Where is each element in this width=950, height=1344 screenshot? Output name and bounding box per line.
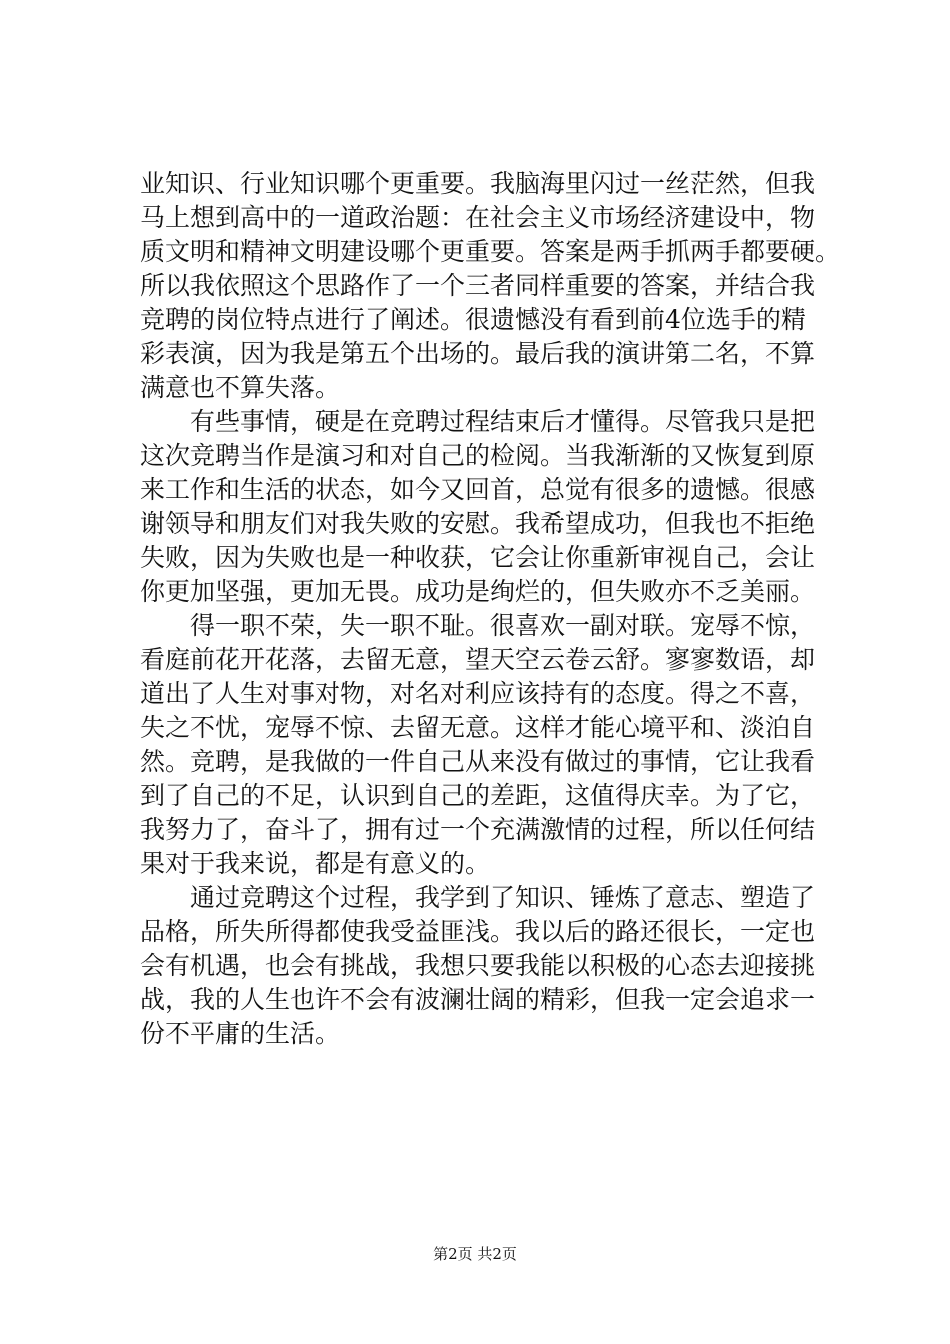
page-footer bbox=[0, 1244, 950, 1264]
text-line: 到了自己的不足，认识到自己的差距，这值得庆幸。为了它， bbox=[140, 781, 816, 810]
text-line: 份不平庸的生活。 bbox=[140, 1019, 341, 1048]
text-line: 品格，所失所得都使我受益匪浅。我以后的路还很长，一定也 bbox=[140, 917, 816, 946]
text-line: 竞聘的岗位特点进行了阐述。很遗憾没有看到前4位选手的精 bbox=[140, 305, 806, 334]
text-line: 满意也不算失落。 bbox=[140, 373, 341, 402]
text-line: 得一职不荣，失一职不耻。很喜欢一副对联。宠辱不惊， bbox=[140, 611, 816, 640]
page-number: 第2页 共2页 bbox=[433, 1245, 517, 1263]
text-line: 失败，因为失败也是一种收获，它会让你重新审视自己，会让 bbox=[140, 543, 816, 572]
text-line: 失之不忧，宠辱不惊、去留无意。这样才能心境平和、淡泊自 bbox=[140, 713, 816, 742]
text-line: 通过竞聘这个过程，我学到了知识、锤炼了意志、塑造了 bbox=[140, 883, 816, 912]
text-line: 所以我依照这个思路作了一个三者同样重要的答案，并结合我 bbox=[140, 271, 816, 300]
text-line: 战，我的人生也许不会有波澜壮阔的精彩，但我一定会追求一 bbox=[140, 985, 816, 1014]
text-line: 会有机遇，也会有挑战，我想只要我能以积极的心态去迎接挑 bbox=[140, 951, 816, 980]
text-line: 果对于我来说，都是有意义的。 bbox=[140, 849, 491, 878]
body-text bbox=[140, 167, 841, 1051]
text-line: 你更加坚强，更加无畏。成功是绚烂的，但失败亦不乏美丽。 bbox=[140, 577, 816, 606]
text-line: 谢领导和朋友们对我失败的安慰。我希望成功，但我也不拒绝 bbox=[140, 509, 816, 538]
text-line: 有些事情，硬是在竞聘过程结束后才懂得。尽管我只是把 bbox=[140, 407, 816, 436]
text-line: 这次竞聘当作是演习和对自己的检阅。当我渐渐的又恢复到原 bbox=[140, 441, 816, 470]
text-line: 质文明和精神文明建设哪个更重要。答案是两手抓两手都要硬。 bbox=[140, 237, 841, 266]
text-line: 道出了人生对事对物，对名对利应该持有的态度。得之不喜， bbox=[140, 679, 816, 708]
text-line: 业知识、行业知识哪个更重要。我脑海里闪过一丝茫然，但我 bbox=[140, 169, 816, 198]
text-line: 看庭前花开花落，去留无意，望天空云卷云舒。寥寥数语，却 bbox=[140, 645, 816, 674]
text-line: 然。竞聘，是我做的一件自己从来没有做过的事情，它让我看 bbox=[140, 747, 816, 776]
text-line: 马上想到高中的一道政治题：在社会主义市场经济建设中，物 bbox=[140, 203, 816, 232]
text-line: 来工作和生活的状态，如今又回首，总觉有很多的遗憾。很感 bbox=[140, 475, 816, 504]
text-line: 我努力了，奋斗了，拥有过一个充满激情的过程，所以任何结 bbox=[140, 815, 816, 844]
text-line: 彩表演，因为我是第五个出场的。最后我的演讲第二名，不算 bbox=[140, 339, 816, 368]
